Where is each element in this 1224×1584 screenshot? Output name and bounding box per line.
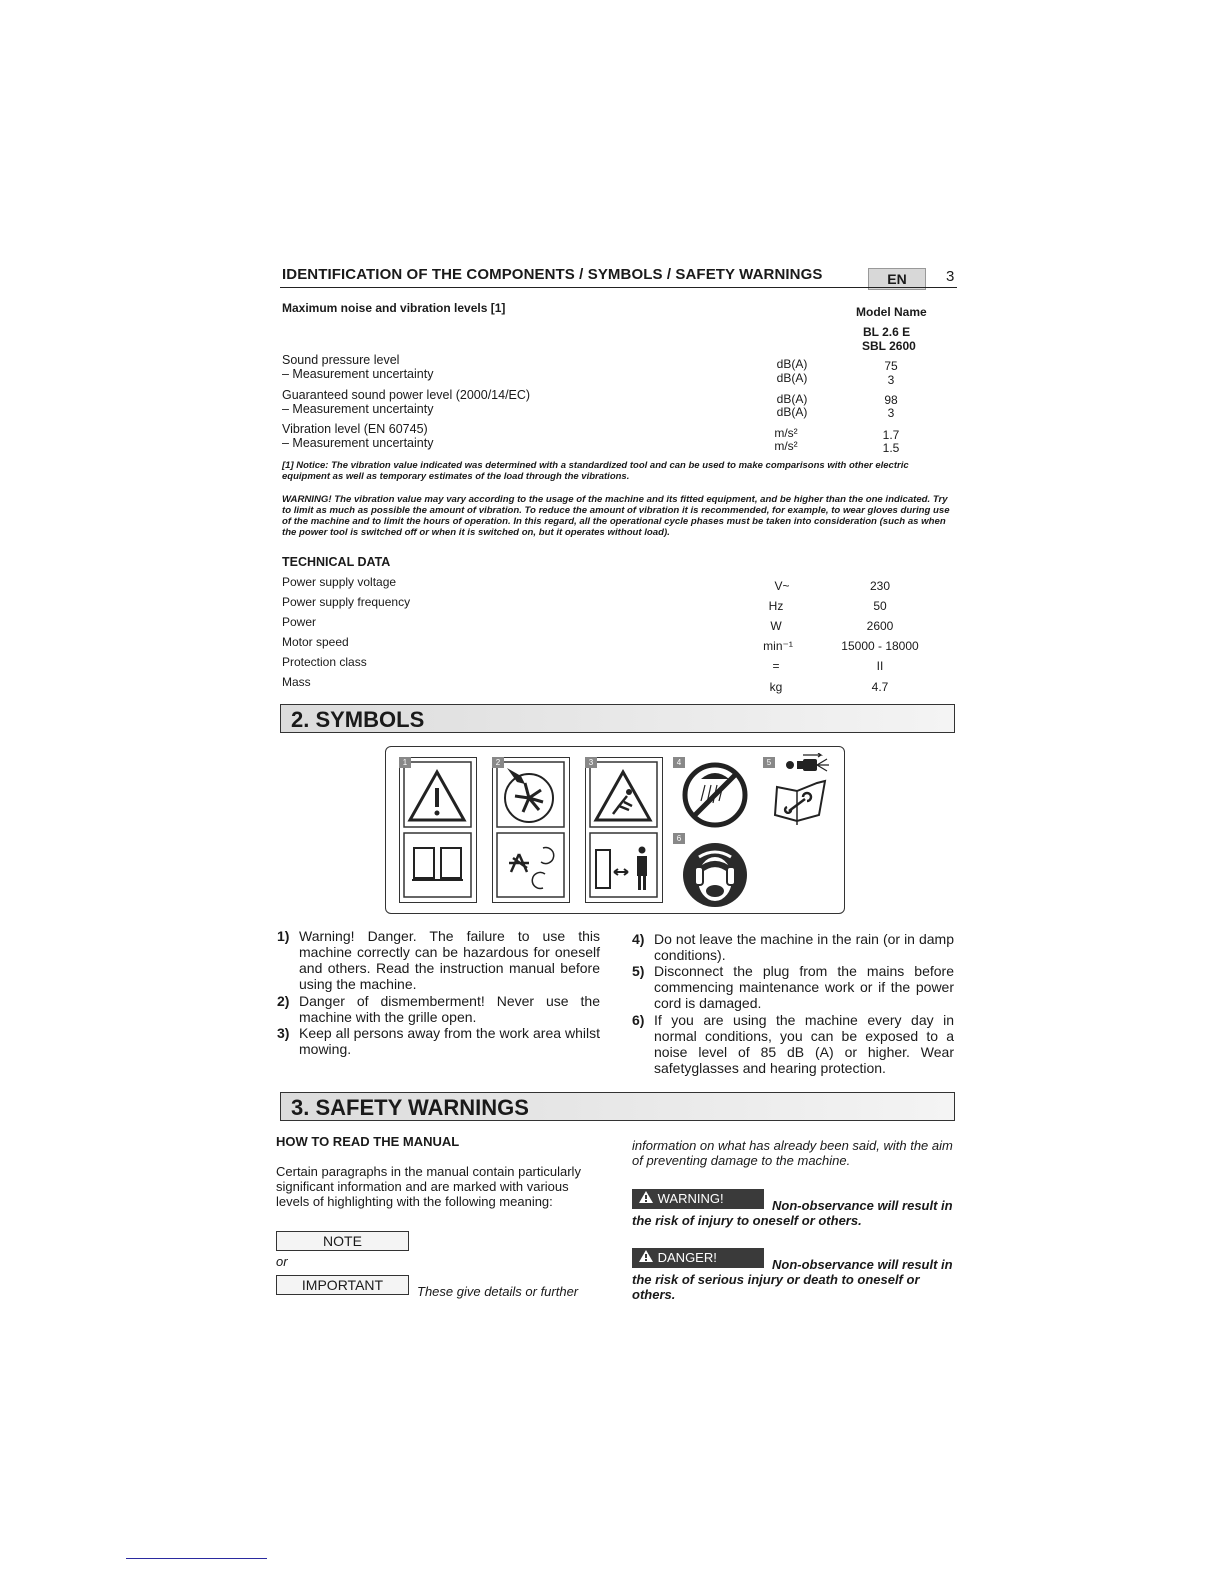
technical-data-heading: TECHNICAL DATA <box>282 555 391 569</box>
noise-row-value: 75 <box>884 359 898 373</box>
symbol-number: 5 <box>763 757 775 768</box>
tech-row-unit: W <box>770 619 782 633</box>
symbol-3-panel <box>585 757 663 903</box>
symbol-item-text: Keep all persons away from the work area whilst mowing. <box>299 1025 600 1057</box>
tech-row-value: 230 <box>869 579 891 593</box>
warning-triangle-icon <box>400 758 475 901</box>
symbol-item-text: If you are using the machine every day in normal conditions, you can be exposed to a noise level of 85 dB (A) or higher. Wear safetyglasses and hearing protection. <box>654 1012 954 1076</box>
noise-row-label: Vibration level (EN 60745) <box>282 422 428 436</box>
symbol-item-number: 4) <box>632 931 645 947</box>
no-rain-icon <box>673 757 753 832</box>
symbol-item-number: 3) <box>277 1025 290 1041</box>
section-safety-title: 3. SAFETY WARNINGS <box>280 1092 955 1121</box>
section-symbols-title: 2. SYMBOLS <box>280 704 955 733</box>
noise-heading: Maximum noise and vibration levels [1] <box>282 301 506 315</box>
noise-row-unit: dB(A) <box>776 357 808 371</box>
symbol-item-text: Do not leave the machine in the rain (or in damp conditions). <box>654 931 954 963</box>
noise-row-unit: dB(A) <box>776 371 808 385</box>
tech-row-value: 4.7 <box>871 680 889 694</box>
noise-row-value: 3 <box>887 373 895 387</box>
noise-row-unit: dB(A) <box>776 392 808 406</box>
danger-text: Non-observance will result in the risk of serious injury or death to oneself or others. <box>632 1257 953 1302</box>
vibration-warning: WARNING! The vibration value may vary according to the usage of the machine and its fitted equipment, and be higher than the one indicated. Try to limit as much as possible the amount of vibration. To reduce the amount of vibration it is recommended, for example, to wear gloves during use of the machine and to limit the hours of operation. In this regard, all the operational cycle phases must be taken into consideration (such as when the power tool is switched off or when it is switched on, but it operates without load). <box>282 494 950 538</box>
important-text-start: These give details or further <box>417 1284 579 1299</box>
hearing-protection-icon <box>673 833 763 913</box>
noise-row-label: Sound pressure level <box>282 353 400 367</box>
tech-row-value: 50 <box>873 599 887 613</box>
important-text-continued: information on what has already been said, with the aim of preventing damage to the machine. <box>632 1138 953 1168</box>
tech-row-label: Motor speed <box>282 635 349 649</box>
model-name-label: Model Name <box>856 305 927 319</box>
symbols-panel <box>385 746 845 914</box>
symbol-item-text: Danger of dismemberment! Never use the machine with the grille open. <box>299 993 600 1025</box>
symbol-item-number: 1) <box>277 928 290 944</box>
symbol-number: 6 <box>673 833 685 844</box>
symbol-1-panel <box>399 757 477 903</box>
tech-row-unit: = <box>772 659 780 673</box>
tech-row-label: Mass <box>282 675 311 689</box>
symbol-number: 4 <box>673 757 685 768</box>
tech-row-value: 15000 - 18000 <box>841 639 919 653</box>
important-label: IMPORTANT <box>276 1275 409 1295</box>
symbol-item-text: Warning! Danger. The failure to use this machine correctly can be hazardous for oneself and others. Read the instruction manual before using the machine. <box>299 928 600 992</box>
model-name-2: SBL 2600 <box>862 339 916 353</box>
person-hazard-icon <box>586 758 661 901</box>
warning-label: WARNING! <box>657 1191 724 1206</box>
model-name-1: BL 2.6 E <box>863 325 911 339</box>
footnote-separator <box>126 1558 267 1559</box>
warning-text: Non-observance will result in the risk of injury to oneself or others. <box>632 1198 953 1228</box>
page-number: 3 <box>946 268 955 285</box>
noise-row-label: Guaranteed sound power level (2000/14/EC) <box>282 388 531 402</box>
tech-row-unit: Hz <box>768 599 784 613</box>
tech-row-unit: min⁻¹ <box>763 639 793 653</box>
tech-row-value: 2600 <box>866 619 894 633</box>
tech-row-label: Power supply voltage <box>282 575 397 589</box>
vibration-notice: [1] Notice: The vibration value indicated was determined with a standardized tool and can be used to make comparisons with other electric equipment as well as temporary estimates of the load through the vibrations. <box>282 460 909 482</box>
manual-intro-text: Certain paragraphs in the manual contain particularly significant information and are marked with various levels of highlighting with the following meaning: <box>276 1164 581 1209</box>
tech-row-label: Protection class <box>282 655 367 669</box>
note-label: NOTE <box>276 1231 409 1251</box>
symbol-4-panel <box>673 757 753 832</box>
how-to-read-heading: HOW TO READ THE MANUAL <box>276 1134 460 1149</box>
symbol-2-panel <box>492 757 570 903</box>
symbol-number: 3 <box>585 757 597 768</box>
noise-row-unit: m/s² <box>774 426 798 440</box>
symbol-5-panel <box>763 753 841 835</box>
noise-row-value: 98 <box>884 393 898 407</box>
tech-row-unit: V~ <box>774 579 790 593</box>
noise-row-label: – Measurement uncertainty <box>282 402 434 416</box>
tech-row-value: II <box>876 659 884 673</box>
symbol-item-text: Disconnect the plug from the mains before commencing maintenance work or if the power cord is damaged. <box>654 963 954 1011</box>
noise-row-value: 1.7 <box>882 428 900 442</box>
tech-row-label: Power supply frequency <box>282 595 411 609</box>
noise-row-label: – Measurement uncertainty <box>282 367 434 381</box>
symbol-item-number: 6) <box>632 1012 645 1028</box>
tech-row-label: Power <box>282 615 317 629</box>
page-title: IDENTIFICATION OF THE COMPONENTS / SYMBOLS / SAFETY WARNINGS <box>282 266 823 283</box>
danger-label: DANGER! <box>657 1250 717 1265</box>
noise-row-value: 1.5 <box>882 441 900 455</box>
fan-hazard-icon <box>493 758 568 901</box>
symbol-item-number: 5) <box>632 963 645 979</box>
header-divider <box>280 287 957 288</box>
symbol-item-number: 2) <box>277 993 290 1009</box>
noise-row-label: – Measurement uncertainty <box>282 436 434 450</box>
noise-row-unit: dB(A) <box>776 405 808 419</box>
symbol-number: 1 <box>399 757 411 768</box>
noise-row-value: 3 <box>887 406 895 420</box>
symbol-number: 2 <box>492 757 504 768</box>
tech-row-unit: kg <box>769 680 783 694</box>
symbol-6-panel <box>673 833 763 913</box>
noise-row-unit: m/s² <box>774 439 798 453</box>
language-badge: EN <box>868 268 926 290</box>
or-text: or <box>276 1254 288 1269</box>
